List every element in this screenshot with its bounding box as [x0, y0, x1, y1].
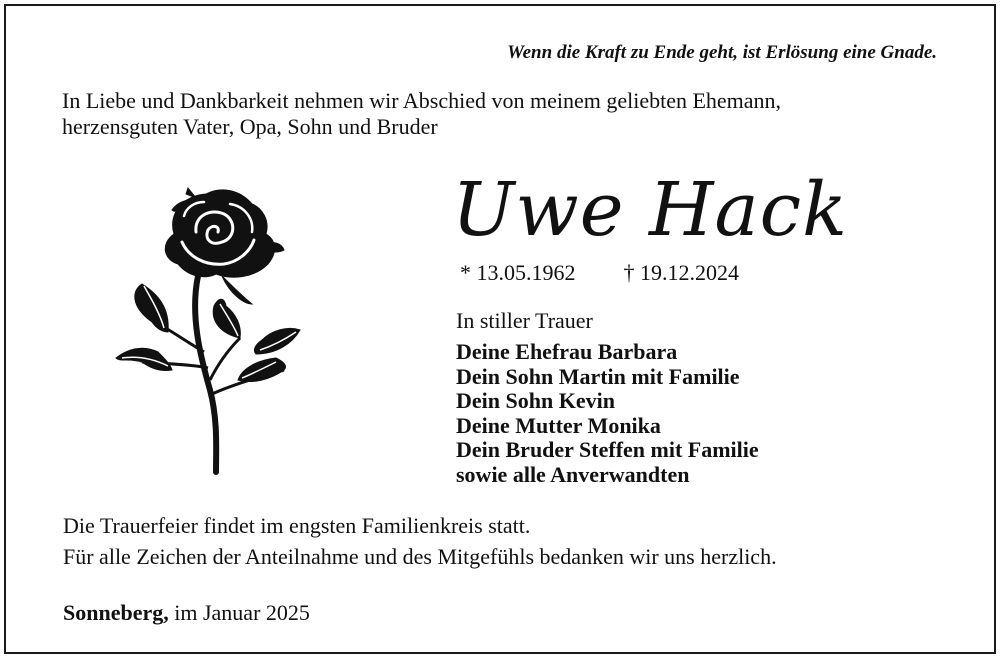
deceased-name: Uwe Hack	[452, 167, 848, 253]
place-and-date	[63, 600, 310, 626]
mourner-name: Dein Sohn Martin mit Familie	[456, 363, 740, 389]
mourners-heading: In stiller Trauer	[456, 308, 593, 333]
mourner-name: sowie alle Anverwandten	[456, 461, 690, 487]
rose-icon	[112, 180, 308, 476]
obituary-notice	[4, 4, 996, 654]
mourners-list	[456, 340, 759, 487]
funeral-note: Die Trauerfeier findet im engsten Familienkreis statt.	[63, 513, 531, 538]
mourner-name: Deine Ehefrau Barbara	[456, 339, 678, 364]
funeral-notes	[63, 510, 963, 572]
intro-line-1: In Liebe und Dankbarkeit nehmen wir Abschied von meinem geliebten Ehemann,	[62, 88, 782, 113]
intro-text	[62, 88, 922, 140]
life-dates	[460, 260, 739, 286]
birth-date: * 13.05.1962	[460, 260, 576, 285]
death-date: † 19.12.2024	[623, 260, 739, 285]
place-date: im Januar 2025	[174, 600, 310, 625]
place-city: Sonneberg,	[63, 600, 169, 625]
mourner-name: Deine Mutter Monika	[456, 412, 661, 438]
motto: Wenn die Kraft zu Ende geht, ist Erlösung eine Gnade.	[507, 42, 937, 63]
mourner-name: Dein Bruder Steffen mit Familie	[456, 437, 759, 462]
intro-line-2: herzensguten Vater, Opa, Sohn und Bruder	[62, 114, 438, 139]
thanks-note: Für alle Zeichen der Anteilnahme und des Mitgefühls bedanken wir uns herzlich.	[63, 544, 777, 569]
mourner-name: Dein Sohn Kevin	[456, 388, 615, 413]
